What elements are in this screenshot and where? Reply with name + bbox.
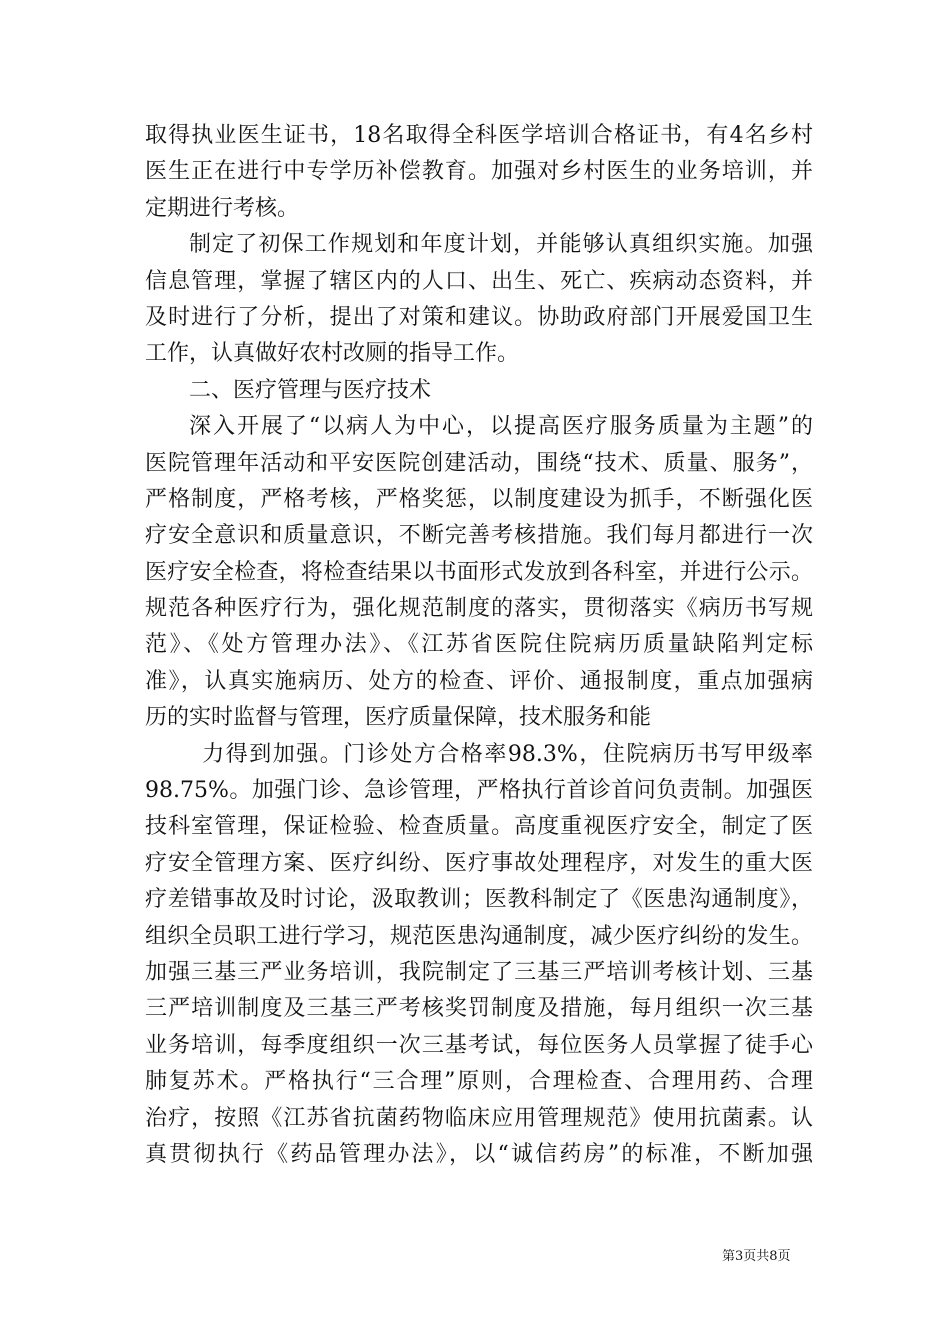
text-line: 历的实时监督与管理，医疗质量保障，技术服务和能 (145, 705, 652, 731)
paragraph (145, 409, 813, 737)
page-number-footer: 第3页共8页 (722, 1249, 791, 1264)
paragraph (145, 118, 813, 227)
text-line: 肺复苏术。严格执行“三合理”原则，合理检查、合理用药、合理 (145, 1069, 813, 1095)
text-line: 疗差错事故及时讨论，汲取教训；医教科制定了《医患沟通制度》， (145, 887, 813, 913)
text-line: 制定了初保工作规划和年度计划，并能够认真组织实施。加强 (189, 232, 813, 258)
text-line: 力得到加强。门诊处方合格率98.3%，住院病历书写甲级率 (202, 741, 813, 767)
text-line: 取得执业医生证书，18名取得全科医学培训合格证书，有4名乡村 (145, 123, 813, 148)
text-line: 真贯彻执行《药品管理办法》，以“诚信药房”的标准，不断加强 (145, 1141, 813, 1167)
text-line: 疗安全管理方案、医疗纠纷、医疗事故处理程序，对发生的重大医 (145, 850, 813, 876)
text-line: 规范各种医疗行为，强化规范制度的落实，贯彻落实《病历书写规 (145, 596, 813, 622)
text-line: 医院管理年活动和平安医院创建活动，围绕“技术、质量、服务”， (145, 450, 813, 476)
paragraph (145, 373, 813, 409)
paragraph (145, 737, 813, 1174)
text-line: 医生正在进行中专学历补偿教育。加强对乡村医生的业务培训，并 (145, 159, 813, 185)
text-line: 深入开展了“以病人为中心，以提高医疗服务质量为主题”的 (189, 414, 813, 440)
text-line: 及时进行了分析，提出了对策和建议。协助政府部门开展爱国卫生 (145, 304, 813, 330)
text-line: 98.75%。加强门诊、急诊管理，严格执行首诊首问负责制。加强医 (145, 778, 813, 804)
text-line: 范》、《处方管理办法》、《江苏省医院住院病历质量缺陷判定标 (145, 632, 813, 658)
text-line: 业务培训，每季度组织一次三基考试，每位医务人员掌握了徒手心 (145, 1032, 813, 1058)
text-line: 三严培训制度及三基三严考核奖罚制度及措施，每月组织一次三基 (145, 996, 813, 1022)
text-line: 严格制度，严格考核，严格奖惩，以制度建设为抓手，不断强化医 (145, 486, 813, 512)
text-line: 二、医疗管理与医疗技术 (189, 377, 432, 403)
text-line: 定期进行考核。 (145, 195, 300, 221)
text-line: 治疗，按照《江苏省抗菌药物临床应用管理规范》使用抗菌素。认 (145, 1105, 813, 1131)
paragraph (145, 227, 813, 373)
text-line: 工作，认真做好农村改厕的指导工作。 (145, 341, 520, 367)
text-line: 加强三基三严业务培训，我院制定了三基三严培训考核计划、三基 (145, 959, 813, 985)
text-line: 技科室管理，保证检验、检查质量。高度重视医疗安全，制定了医 (145, 814, 813, 840)
document-body (145, 118, 813, 1173)
text-line: 疗安全意识和质量意识，不断完善考核措施。我们每月都进行一次 (145, 523, 813, 549)
text-line: 组织全员职工进行学习，规范医患沟通制度，减少医疗纠纷的发生。 (145, 923, 813, 949)
text-line: 信息管理，掌握了辖区内的人口、出生、死亡、疾病动态资料，并 (145, 268, 813, 294)
text-line: 医疗安全检查，将检查结果以书面形式发放到各科室，并进行公示。 (145, 559, 813, 585)
text-line: 准》，认真实施病历、处方的检查、评价、通报制度，重点加强病 (145, 668, 813, 694)
